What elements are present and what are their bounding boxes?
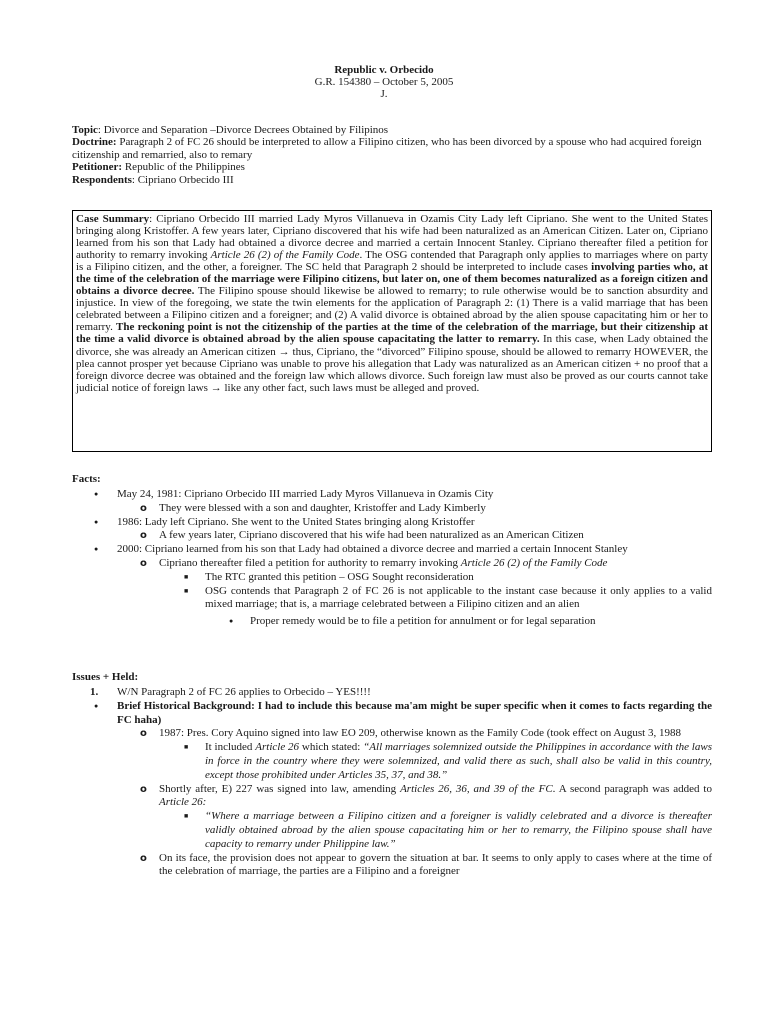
respondents-line: Respondents: Cipriano Orbecido III xyxy=(72,173,234,186)
case-justice: J. xyxy=(380,88,388,100)
petitioner-line: Petitioner: Republic of the Philippines xyxy=(72,161,245,174)
list-item: o Shortly after, E) 227 was signed into law, amending Articles 26, 36, and 39 of the FC. A second paragraph was added to Article 26: xyxy=(140,782,712,809)
case-meta xyxy=(72,124,712,186)
topic-line: Topic: Divorce and Separation –Divorce Decrees Obtained by Filipinos xyxy=(72,124,389,136)
bullet-icon xyxy=(229,615,233,630)
list-item: ● May 24, 1981: Cipriano Orbecido III married Lady Myros Villanueva in Ozamis City xyxy=(72,488,712,502)
circle-bullet-icon: o xyxy=(140,728,147,740)
list-item: ● Proper remedy would be to file a petition for annulment or for legal separation xyxy=(72,615,712,629)
issues-section xyxy=(72,671,712,879)
square-bullet-icon xyxy=(184,585,188,600)
circle-bullet-icon: o xyxy=(140,530,147,542)
circle-bullet-icon: o xyxy=(140,557,147,569)
issues-heading: Issues + Held: xyxy=(72,671,139,683)
square-bullet-icon xyxy=(184,571,188,586)
doctrine-line: Doctrine: Paragraph 2 of FC 26 should be interpreted to allow a Filipino citizen, who has been divorced by a spouse who had acquired foreign citizenship and remarried, also to remary xyxy=(72,136,702,161)
list-item: ■ OSG contends that Paragraph 2 of FC 26 is not applicable to the instant case because it only applies to a valid mixed marriage; that is, a marriage celebrated between a Filipino citizen and an alien xyxy=(72,585,712,613)
bullet-icon xyxy=(94,516,98,531)
list-item: ■ “Where a marriage between a Filipino citizen and a foreigner is validly celebrated and a divorce is thereafter validly obtained abroad by the alien spouse capacitating him or her to remarry, the Filipino spouse shall have capacity to remarry under Philippine law.” xyxy=(72,810,712,851)
list-item: ● 1986: Lady left Cipriano. She went to the United States bringing along Kristoffer xyxy=(72,516,712,530)
bullet-icon xyxy=(94,488,98,503)
list-item: o They were blessed with a son and daughter, Kristoffer and Lady Kimberly xyxy=(140,501,486,514)
list-item: 1. W/N Paragraph 2 of FC 26 applies to Orbecido – YES!!!! xyxy=(90,686,371,698)
bullet-icon xyxy=(94,543,98,558)
facts-heading: Facts: xyxy=(72,473,101,485)
case-summary-label: Case Summary xyxy=(76,213,150,225)
facts-section xyxy=(72,473,712,629)
square-bullet-icon xyxy=(184,810,188,825)
list-item: o On its face, the provision does not appear to govern the situation at bar. It seems to only apply to cases where at the time of the celebration of marriage, the parties are a Filipino and a foreigner xyxy=(140,851,712,878)
list-item: o 1987: Pres. Cory Aquino signed into law EO 209, otherwise known as the Family Code (took effect on August 3, 1988 xyxy=(140,727,681,740)
square-bullet-icon xyxy=(184,741,188,756)
case-header xyxy=(0,64,768,100)
list-item: ■ The RTC granted this petition – OSG Sought reconsideration xyxy=(72,571,712,585)
case-citation: G.R. 154380 – October 5, 2005 xyxy=(314,76,454,88)
circle-bullet-icon: o xyxy=(140,502,147,514)
bullet-icon xyxy=(94,700,98,715)
list-item: o A few years later, Cipriano discovered that his wife had been naturalized as an American Citizen xyxy=(140,529,584,542)
list-item: o Cipriano thereafter filed a petition for authority to remarry invoking Article 26 (2) of the Family Code xyxy=(140,556,608,569)
list-item: ● Brief Historical Background: I had to include this because ma'am might be super specific when it comes to facts regarding the FC haha) xyxy=(72,700,712,728)
list-item: ● 2000: Cipriano learned from his son that Lady had obtained a divorce decree and married a certain Innocent Stanley xyxy=(72,543,712,557)
list-number: 1. xyxy=(90,686,99,698)
circle-bullet-icon: o xyxy=(140,783,147,795)
circle-bullet-icon: o xyxy=(140,852,147,864)
list-item: ■ It included Article 26 which stated: “All marriages solemnized outside the Philippines in accordance with the laws in force in the country where they were solemnized, and valid there as such, shall also be valid in this country, except those prohibited under Articles 35, 37, and 38.” xyxy=(72,741,712,782)
case-title: Republic v. Orbecido xyxy=(334,64,434,76)
case-summary-box: Case Summary: Cipriano Orbecido III married Lady Myros Villanueva in Ozamis City Lady left Cipriano. She went to the United States bringing along Kristoffer. A few years later, Cipriano discovered that his wife had been naturalized as an American Citizen. Later on, Cipriano learned from his son that Lady had obtained a divorce decree and married a certain Innocent Stanley. Cipriano thereafter filed a petition for authority to remarry invoking Article 26 (2) of the Family Code. The OSG contended that Paragraph only applies to marriages where on party is a Filipino citizen, and the other, a foreigner. The SC held that Paragraph 2 should be interpreted to include cases involving parties who, at the time of the celebration of the marriage were Filipino citizens, but later on, one of them becomes naturalized as a foreign citizen and obtains a divorce decree. The Filipino spouse should likewise be allowed to remarry; to rule otherwise would be to sanction absurdity and injustice. In view of the foregoing, we state the twin elements for the application of Paragraph 2: (1) There is a valid marriage that has been celebrated between a Filipino citizen and a foreigner; and (2) A valid divorce is obtained abroad by the alien spouse capacitating him or her to remarry. The reckoning point is not the citizenship of the parties at the time of the celebration of the marriage, but their citizenship at the time a valid divorce is obtained abroad by the alien spouse capacitating the latter to remarry. In this case, when Lady obtained the divorce, she was already an American citizen → thus, Cipriano, the “divorced” Filipino spouse, should be allowed to remarry HOWEVER, the plea cannot prosper yet because Cipriano was unable to prove his allegation that Lady was naturalized as an American citizen + no proof that a foreign divorce decree was obtained and the foreign law which allows divorce. Such foreign law must also be proved as our courts cannot take judicial notice of foreign laws → like any other fact, such laws must be alleged and proved. xyxy=(72,210,712,452)
